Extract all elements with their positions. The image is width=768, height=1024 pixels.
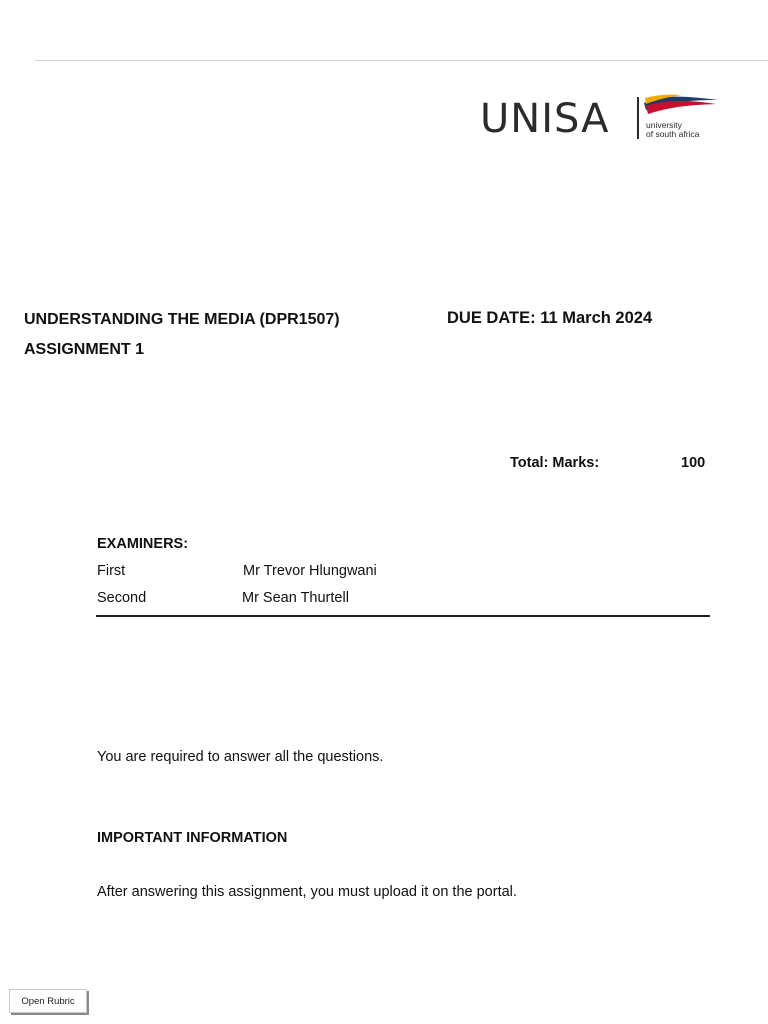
examiners-divider (96, 615, 710, 617)
examiner-role: Second (97, 590, 147, 606)
due-date-label: DUE DATE: (447, 309, 536, 327)
total-marks-label: Total: Marks: (510, 455, 600, 471)
examiner-role: First (97, 563, 126, 579)
due-date-value: 11 March 2024 (540, 309, 653, 327)
examiner-name: Mr Trevor Hlungwani (243, 563, 377, 579)
important-text: After answering this assignment, you must upload it on the portal. (97, 884, 517, 900)
logo-flag-icon (642, 94, 720, 120)
total-marks-value: 100 (681, 455, 706, 471)
top-divider (35, 60, 768, 61)
assignment-label: ASSIGNMENT 1 (24, 341, 145, 358)
important-heading: IMPORTANT INFORMATION (97, 830, 288, 846)
logo-subtitle-line1: university (646, 120, 682, 130)
logo-divider (637, 97, 639, 139)
logo-wordmark: UNISA (480, 96, 610, 142)
unisa-logo (480, 94, 720, 144)
logo-subtitle (646, 121, 699, 139)
instruction-text: You are required to answer all the questions. (97, 749, 384, 765)
course-title: UNDERSTANDING THE MEDIA (DPR1507) (24, 311, 340, 328)
open-rubric-button[interactable]: Open Rubric (9, 989, 87, 1013)
examiners-heading: EXAMINERS: (97, 536, 189, 552)
logo-subtitle-line2: of south africa (646, 129, 700, 139)
due-date (447, 309, 652, 328)
examiner-name: Mr Sean Thurtell (242, 590, 349, 606)
